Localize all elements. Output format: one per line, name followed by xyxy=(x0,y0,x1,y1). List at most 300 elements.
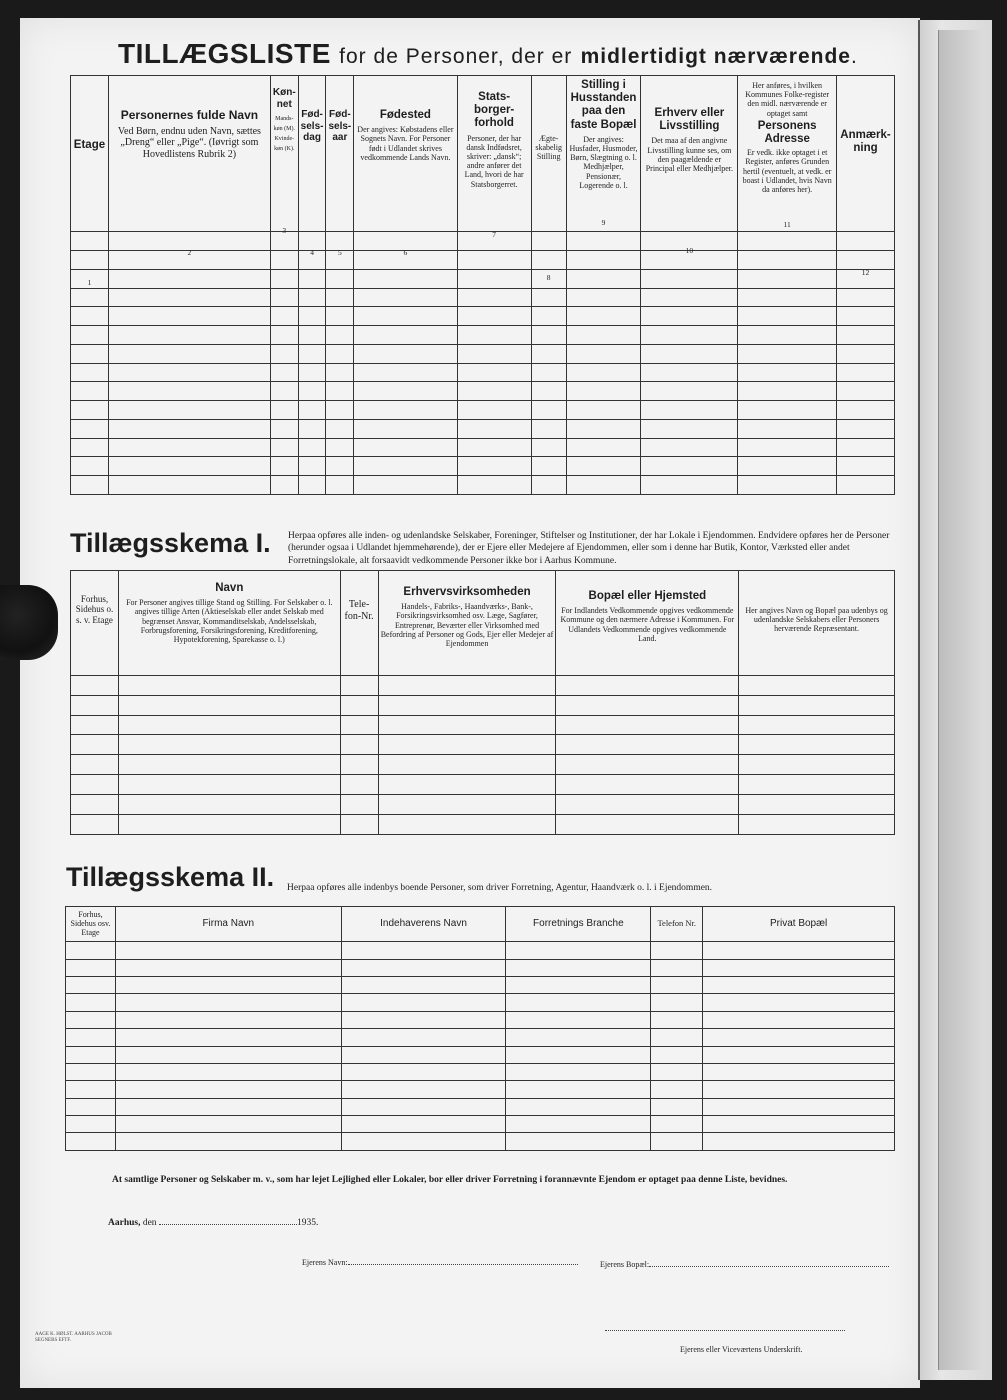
table-cell[interactable] xyxy=(566,344,641,363)
table-cell[interactable] xyxy=(566,457,641,476)
table-cell[interactable] xyxy=(837,288,895,307)
table-cell[interactable] xyxy=(566,419,641,438)
table-row xyxy=(71,438,895,457)
table-cell[interactable] xyxy=(739,695,895,715)
table-row xyxy=(71,476,895,495)
table-cell[interactable] xyxy=(298,438,326,457)
table-cell[interactable] xyxy=(738,419,837,438)
table-cell[interactable] xyxy=(556,815,739,835)
table-cell[interactable] xyxy=(71,288,109,307)
table-row xyxy=(71,363,895,382)
table-cell[interactable] xyxy=(298,269,326,288)
table-cell[interactable] xyxy=(703,942,895,959)
table-cell[interactable] xyxy=(837,326,895,345)
table-cell[interactable] xyxy=(739,735,895,755)
table-cell[interactable] xyxy=(556,675,739,695)
table-cell[interactable] xyxy=(531,344,566,363)
table-cell[interactable] xyxy=(108,419,270,438)
table-cell[interactable] xyxy=(566,251,641,270)
table-cell[interactable] xyxy=(378,715,556,735)
table-cell[interactable] xyxy=(738,344,837,363)
table-cell[interactable] xyxy=(71,815,119,835)
table-cell[interactable] xyxy=(651,959,703,976)
table-cell[interactable] xyxy=(340,695,378,715)
table-cell[interactable] xyxy=(457,476,531,495)
table-cell[interactable] xyxy=(108,326,270,345)
table-row xyxy=(66,1046,895,1063)
table-cell[interactable] xyxy=(738,401,837,420)
table-cell[interactable] xyxy=(837,307,895,326)
table-cell[interactable] xyxy=(531,288,566,307)
table-cell[interactable] xyxy=(108,363,270,382)
table-cell[interactable] xyxy=(118,815,340,835)
table-cell[interactable] xyxy=(703,977,895,994)
table-cell[interactable] xyxy=(326,269,354,288)
s1-col-residence: Bopæl eller Hjemsted For Indlandets Vedkommende opgives vedkommende Kommune og den nærmere Adresse i Kommunen. For Udlandets Vedkommende opgives vedkommende Land. xyxy=(556,571,739,676)
table-cell[interactable] xyxy=(71,476,109,495)
table-cell[interactable] xyxy=(340,775,378,795)
table-cell[interactable] xyxy=(71,326,109,345)
s2-col-branch: Forretnings Branche xyxy=(506,907,651,942)
table-cell[interactable] xyxy=(739,675,895,695)
table-cell[interactable] xyxy=(378,695,556,715)
table-cell[interactable] xyxy=(66,1081,116,1098)
table-cell[interactable] xyxy=(378,755,556,775)
table-cell[interactable] xyxy=(340,815,378,835)
table-cell[interactable] xyxy=(531,476,566,495)
table-cell[interactable] xyxy=(115,994,341,1011)
table-cell[interactable] xyxy=(115,1029,341,1046)
table-cell[interactable] xyxy=(566,476,641,495)
table-cell[interactable] xyxy=(354,476,457,495)
table-cell[interactable] xyxy=(270,401,298,420)
table-cell[interactable] xyxy=(71,675,119,695)
table-cell[interactable] xyxy=(341,1029,506,1046)
table-cell[interactable] xyxy=(506,977,651,994)
table-cell[interactable] xyxy=(71,307,109,326)
table-cell[interactable] xyxy=(651,1011,703,1028)
table-cell[interactable] xyxy=(298,419,326,438)
table-cell[interactable] xyxy=(326,382,354,401)
table-cell[interactable] xyxy=(71,382,109,401)
table-cell[interactable] xyxy=(566,363,641,382)
table-cell[interactable] xyxy=(566,232,641,251)
table-cell[interactable] xyxy=(556,795,739,815)
s2-col-firm: Firma Navn xyxy=(115,907,341,942)
table-cell[interactable] xyxy=(506,994,651,1011)
table-cell[interactable] xyxy=(115,1133,341,1151)
table-cell[interactable] xyxy=(506,1081,651,1098)
table-cell[interactable] xyxy=(115,1011,341,1028)
table-cell[interactable] xyxy=(506,1116,651,1133)
table-cell[interactable] xyxy=(703,1046,895,1063)
table-cell[interactable] xyxy=(506,1029,651,1046)
table-cell[interactable] xyxy=(703,994,895,1011)
table-cell[interactable] xyxy=(378,675,556,695)
table-row xyxy=(66,959,895,976)
table-cell[interactable] xyxy=(531,401,566,420)
table-cell[interactable] xyxy=(738,232,837,251)
table-cell[interactable] xyxy=(341,942,506,959)
table-cell[interactable] xyxy=(71,775,119,795)
table-cell[interactable] xyxy=(66,1046,116,1063)
table-cell[interactable] xyxy=(641,288,738,307)
table-cell[interactable] xyxy=(531,438,566,457)
table-cell[interactable] xyxy=(108,401,270,420)
table-cell[interactable] xyxy=(115,977,341,994)
table-cell[interactable] xyxy=(326,457,354,476)
table-cell[interactable] xyxy=(270,363,298,382)
table-cell[interactable] xyxy=(641,457,738,476)
table-cell[interactable] xyxy=(354,457,457,476)
table-row xyxy=(71,344,895,363)
table-cell[interactable] xyxy=(354,326,457,345)
table-cell[interactable] xyxy=(531,419,566,438)
table-cell[interactable] xyxy=(115,1063,341,1080)
table-cell[interactable] xyxy=(837,419,895,438)
table-cell[interactable] xyxy=(354,438,457,457)
s2-col-owner: Indehaverens Navn xyxy=(341,907,506,942)
table-cell[interactable] xyxy=(298,457,326,476)
table-cell[interactable] xyxy=(506,1063,651,1080)
table-cell[interactable] xyxy=(556,755,739,775)
table-cell[interactable] xyxy=(270,251,298,270)
table-cell[interactable] xyxy=(641,401,738,420)
table-cell[interactable] xyxy=(354,382,457,401)
table-cell[interactable] xyxy=(66,1098,116,1115)
table-cell[interactable] xyxy=(71,363,109,382)
table-cell[interactable] xyxy=(270,438,298,457)
table-cell[interactable] xyxy=(651,977,703,994)
s2-col-phone: Telefon Nr. xyxy=(651,907,703,942)
table-cell[interactable] xyxy=(270,269,298,288)
table-cell[interactable] xyxy=(641,269,738,288)
table-cell[interactable] xyxy=(115,942,341,959)
table-cell[interactable] xyxy=(340,675,378,695)
table-cell[interactable] xyxy=(739,715,895,735)
table-cell[interactable] xyxy=(298,382,326,401)
table-cell[interactable] xyxy=(739,815,895,835)
table-cell[interactable] xyxy=(457,251,531,270)
table-cell[interactable] xyxy=(457,363,531,382)
table-cell[interactable] xyxy=(354,288,457,307)
table-cell[interactable] xyxy=(378,795,556,815)
table-row xyxy=(66,1029,895,1046)
table-cell[interactable] xyxy=(66,1133,116,1151)
table-cell[interactable] xyxy=(340,795,378,815)
table-cell[interactable] xyxy=(118,775,340,795)
table-cell[interactable] xyxy=(118,695,340,715)
table-cell[interactable] xyxy=(354,363,457,382)
table-cell[interactable] xyxy=(298,476,326,495)
table-cell[interactable] xyxy=(108,382,270,401)
table-cell[interactable] xyxy=(566,307,641,326)
table-cell[interactable] xyxy=(641,344,738,363)
table-cell[interactable] xyxy=(341,1116,506,1133)
table-cell[interactable] xyxy=(118,675,340,695)
table-cell[interactable] xyxy=(641,363,738,382)
table-cell[interactable] xyxy=(115,1116,341,1133)
table-cell[interactable] xyxy=(108,476,270,495)
table-row xyxy=(71,419,895,438)
table-cell[interactable] xyxy=(341,1081,506,1098)
table-cell[interactable] xyxy=(298,401,326,420)
table-cell[interactable] xyxy=(270,307,298,326)
table-cell[interactable] xyxy=(837,457,895,476)
table-cell[interactable] xyxy=(66,1011,116,1028)
table-cell[interactable] xyxy=(738,382,837,401)
table-cell[interactable] xyxy=(341,1098,506,1115)
table-row xyxy=(66,1116,895,1133)
table-cell[interactable] xyxy=(71,795,119,815)
table-cell[interactable] xyxy=(457,457,531,476)
table-cell[interactable] xyxy=(340,755,378,775)
table-cell[interactable] xyxy=(738,326,837,345)
table-cell[interactable] xyxy=(354,307,457,326)
table-cell[interactable] xyxy=(566,382,641,401)
table-cell[interactable] xyxy=(298,288,326,307)
table-cell[interactable] xyxy=(837,382,895,401)
table-cell[interactable] xyxy=(641,438,738,457)
table-cell[interactable] xyxy=(326,419,354,438)
table-cell[interactable] xyxy=(506,1133,651,1151)
table-cell[interactable] xyxy=(738,438,837,457)
table-cell[interactable] xyxy=(270,457,298,476)
table-cell[interactable] xyxy=(531,307,566,326)
col-household: Stilling i Husstanden paa den faste Bopæl Der angives: Husfader, Husmoder, Børn, Slægtning o. l. Medhjælper, Pensionær, Logerende o. l. 9 xyxy=(566,76,641,232)
table-cell[interactable] xyxy=(71,715,119,735)
table-cell[interactable] xyxy=(66,994,116,1011)
col-address: Her anføres, i hvilken Kommunes Folke-register den midl. nærværende er optaget samt Personens Adresse Er vedk. ikke optaget i et Register, anføres Grunden hertil (eventuelt, at vedk. er boast i Udlandet, hvis Navn da anføres her). 11 xyxy=(738,76,837,232)
table-cell[interactable] xyxy=(506,1098,651,1115)
table-cell[interactable] xyxy=(108,438,270,457)
s1-col-representative: Her angives Navn og Bopæl paa udenbys og udenlandske Selskabers eller Personers herværende Repræsentant. xyxy=(739,571,895,676)
table-cell[interactable] xyxy=(457,326,531,345)
table-cell[interactable] xyxy=(837,401,895,420)
table-cell[interactable] xyxy=(703,1063,895,1080)
table-cell[interactable] xyxy=(566,401,641,420)
table-cell[interactable] xyxy=(71,438,109,457)
table-cell[interactable] xyxy=(703,1133,895,1151)
table-cell[interactable] xyxy=(71,344,109,363)
table-cell[interactable] xyxy=(341,977,506,994)
table-cell[interactable] xyxy=(326,438,354,457)
table-cell[interactable] xyxy=(651,1063,703,1080)
table-cell[interactable] xyxy=(66,942,116,959)
table-cell[interactable] xyxy=(738,457,837,476)
table-cell[interactable] xyxy=(108,457,270,476)
table-cell[interactable] xyxy=(738,307,837,326)
table-cell[interactable] xyxy=(457,382,531,401)
table-cell[interactable] xyxy=(739,775,895,795)
table-cell[interactable] xyxy=(703,1116,895,1133)
table-cell[interactable] xyxy=(506,942,651,959)
table-cell[interactable] xyxy=(108,307,270,326)
table-cell[interactable] xyxy=(354,419,457,438)
table-cell[interactable] xyxy=(341,994,506,1011)
table-cell[interactable] xyxy=(354,401,457,420)
table-cell[interactable] xyxy=(378,735,556,755)
table-cell[interactable] xyxy=(566,326,641,345)
table-cell[interactable] xyxy=(556,735,739,755)
table-cell[interactable] xyxy=(326,401,354,420)
table-cell[interactable] xyxy=(71,735,119,755)
table-cell[interactable] xyxy=(354,269,457,288)
table-cell[interactable] xyxy=(66,977,116,994)
table-cell[interactable] xyxy=(457,419,531,438)
table-cell[interactable] xyxy=(108,288,270,307)
table-cell[interactable] xyxy=(651,1133,703,1151)
table-cell[interactable] xyxy=(506,1046,651,1063)
table-cell[interactable] xyxy=(738,251,837,270)
table-cell[interactable] xyxy=(326,344,354,363)
table-row xyxy=(66,1098,895,1115)
table-cell[interactable] xyxy=(71,457,109,476)
table-cell[interactable] xyxy=(837,476,895,495)
table-cell[interactable] xyxy=(531,382,566,401)
table-cell[interactable] xyxy=(651,994,703,1011)
table-cell[interactable] xyxy=(326,288,354,307)
table-cell[interactable] xyxy=(340,715,378,735)
table-cell[interactable] xyxy=(703,959,895,976)
table-cell[interactable] xyxy=(837,438,895,457)
table-cell[interactable] xyxy=(531,326,566,345)
table-cell[interactable] xyxy=(651,1029,703,1046)
table-cell[interactable] xyxy=(651,1046,703,1063)
table-cell[interactable] xyxy=(118,795,340,815)
table-cell[interactable] xyxy=(457,307,531,326)
table-cell[interactable] xyxy=(738,269,837,288)
col-birthyear: Fød-sels-aar 5 xyxy=(326,76,354,232)
table-cell[interactable] xyxy=(651,1116,703,1133)
table-cell[interactable] xyxy=(738,476,837,495)
table-cell[interactable] xyxy=(298,307,326,326)
table-cell[interactable] xyxy=(341,959,506,976)
table-cell[interactable] xyxy=(270,344,298,363)
tillaegsliste-table xyxy=(70,75,895,495)
table-cell[interactable] xyxy=(566,269,641,288)
table-cell[interactable] xyxy=(566,288,641,307)
table-cell[interactable] xyxy=(837,344,895,363)
table-cell[interactable] xyxy=(118,755,340,775)
table-cell[interactable] xyxy=(115,959,341,976)
table-cell[interactable] xyxy=(641,307,738,326)
table-cell[interactable] xyxy=(354,344,457,363)
table-cell[interactable] xyxy=(115,1098,341,1115)
table-cell[interactable] xyxy=(66,1063,116,1080)
table-cell[interactable] xyxy=(457,401,531,420)
table-cell[interactable] xyxy=(118,715,340,735)
col-citizenship: Stats-borger-forhold Personer, der har dansk Indfødsret, skriver: „dansk“; andre anfører det Land, hvori de har Statsborgerret. 7 xyxy=(457,76,531,232)
table-cell[interactable] xyxy=(556,775,739,795)
table-cell[interactable] xyxy=(341,1063,506,1080)
table-cell[interactable] xyxy=(341,1011,506,1028)
table-cell[interactable] xyxy=(270,419,298,438)
table-cell[interactable] xyxy=(326,307,354,326)
page-fold xyxy=(938,30,984,1370)
table-cell[interactable] xyxy=(270,326,298,345)
table-cell[interactable] xyxy=(641,419,738,438)
table-cell[interactable] xyxy=(531,363,566,382)
table-cell[interactable] xyxy=(378,775,556,795)
table-cell[interactable] xyxy=(641,326,738,345)
table-cell[interactable] xyxy=(270,382,298,401)
table-cell[interactable] xyxy=(326,326,354,345)
col-etage: Etage 1 xyxy=(71,76,109,232)
table-cell[interactable] xyxy=(270,476,298,495)
table-cell[interactable] xyxy=(457,288,531,307)
table-cell[interactable] xyxy=(703,1011,895,1028)
table-cell[interactable] xyxy=(341,1046,506,1063)
table-cell[interactable] xyxy=(651,1081,703,1098)
table-cell[interactable] xyxy=(556,695,739,715)
table-row xyxy=(71,695,895,715)
table-cell[interactable] xyxy=(115,1081,341,1098)
table-cell[interactable] xyxy=(457,269,531,288)
table-cell[interactable] xyxy=(108,344,270,363)
table-cell[interactable] xyxy=(108,269,270,288)
table-cell[interactable] xyxy=(506,959,651,976)
col-name: Personernes fulde Navn Ved Børn, endnu uden Navn, sættes „Dreng“ eller „Pige“. (Iøvrigt som Hovedlistens Rubrik 2) 2 xyxy=(108,76,270,232)
table-cell[interactable] xyxy=(703,1081,895,1098)
table-cell[interactable] xyxy=(298,344,326,363)
table-cell[interactable] xyxy=(66,959,116,976)
col-gender: Køn-net Mands-køn (M). Kvinde-køn (K). 3 xyxy=(270,76,298,232)
table-cell[interactable] xyxy=(71,401,109,420)
table-cell[interactable] xyxy=(506,1011,651,1028)
table-cell[interactable] xyxy=(703,1029,895,1046)
table-cell[interactable] xyxy=(703,1098,895,1115)
signature-label: Ejerens eller Viceværtens Underskrift. xyxy=(680,1345,803,1354)
table-cell[interactable] xyxy=(298,326,326,345)
table-cell[interactable] xyxy=(739,795,895,815)
col-marital: Ægte-skabelig Stilling 8 xyxy=(531,76,566,232)
table-cell[interactable] xyxy=(66,1029,116,1046)
table-cell[interactable] xyxy=(326,363,354,382)
table-row xyxy=(71,775,895,795)
table-cell[interactable] xyxy=(118,735,340,755)
table-row xyxy=(66,1063,895,1080)
table-cell[interactable] xyxy=(115,1046,341,1063)
table-cell[interactable] xyxy=(270,288,298,307)
table-cell[interactable] xyxy=(298,363,326,382)
table-cell[interactable] xyxy=(457,344,531,363)
table-cell[interactable] xyxy=(651,1098,703,1115)
binder-clip xyxy=(0,585,58,660)
table-cell[interactable] xyxy=(457,438,531,457)
table-cell[interactable] xyxy=(837,363,895,382)
table-cell[interactable] xyxy=(71,695,119,715)
table-cell[interactable] xyxy=(738,363,837,382)
table-cell[interactable] xyxy=(739,755,895,775)
table-cell[interactable] xyxy=(651,942,703,959)
s2-col-etage: Forhus, Sidehus osv. Etage xyxy=(66,907,116,942)
table-cell[interactable] xyxy=(738,288,837,307)
table-cell[interactable] xyxy=(556,715,739,735)
table-cell[interactable] xyxy=(71,755,119,775)
table-cell[interactable] xyxy=(66,1116,116,1133)
table-cell[interactable] xyxy=(641,476,738,495)
table-row xyxy=(66,1081,895,1098)
table-cell[interactable] xyxy=(71,419,109,438)
table-cell[interactable] xyxy=(326,476,354,495)
table-cell[interactable] xyxy=(531,457,566,476)
table-cell[interactable] xyxy=(641,382,738,401)
table-cell[interactable] xyxy=(341,1133,506,1151)
table-cell[interactable] xyxy=(566,438,641,457)
table-cell[interactable] xyxy=(378,815,556,835)
table-cell[interactable] xyxy=(340,735,378,755)
